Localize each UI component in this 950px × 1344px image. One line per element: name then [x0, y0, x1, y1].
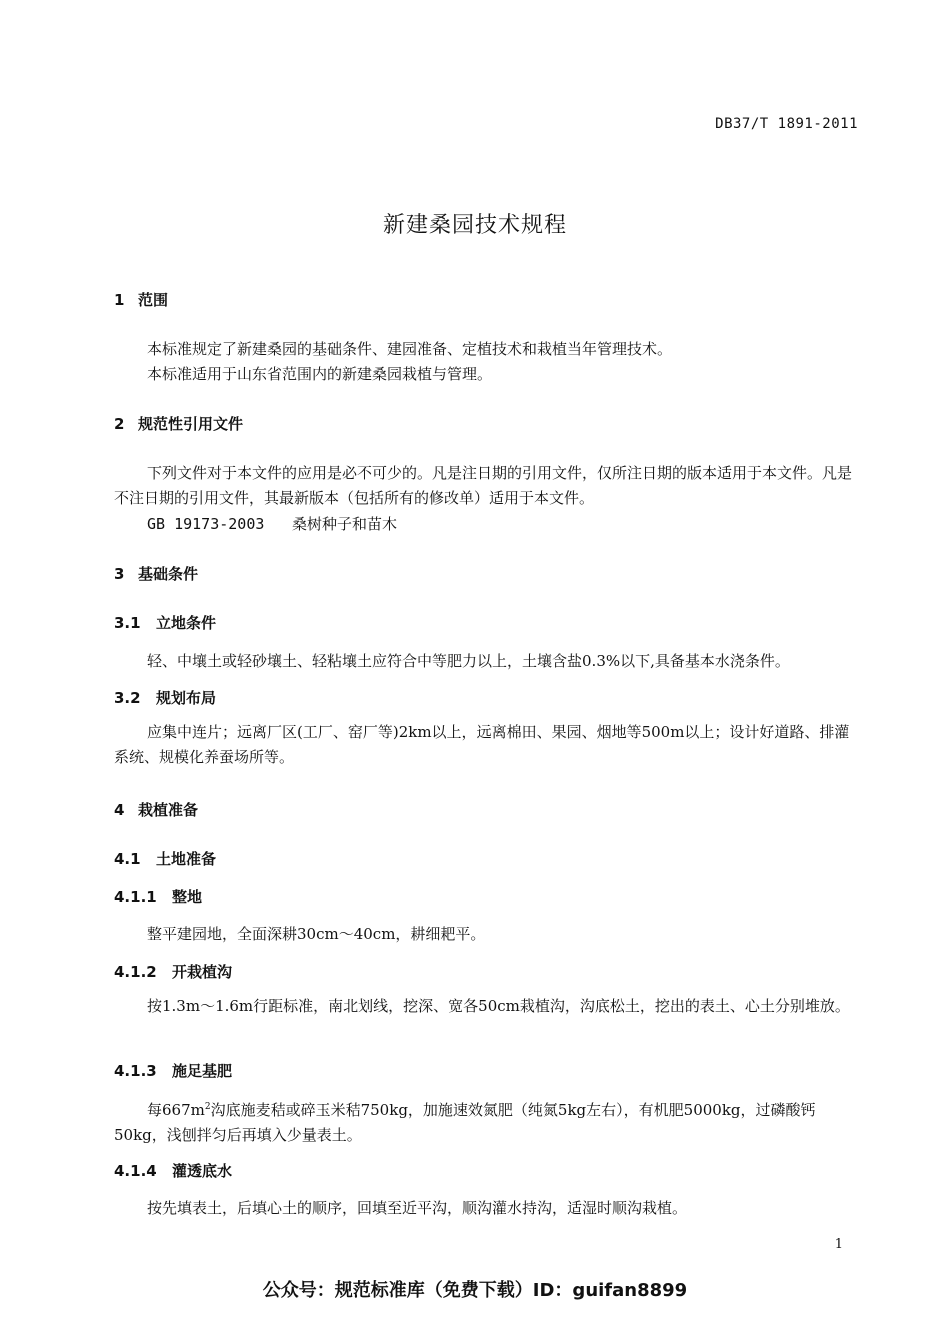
paragraph-text: 沟底施麦秸或碎玉米秸750kg，加施速效氮肥（纯氮5kg左右），有机肥5000kg，过磷酸钙50kg，浅刨拌匀后再填入少量表土。: [114, 1101, 816, 1144]
section-title: 基础条件: [138, 565, 199, 583]
section-3-1-heading: [114, 612, 216, 633]
section-4-1-2-paragraph: 按1.3m～1.6m行距标准，南北划线，挖深、宽各50cm栽植沟，沟底松土，挖出的表土、心土分别堆放。: [147, 997, 850, 1015]
section-number: 4.1.3: [114, 1062, 157, 1080]
superscript-exponent: 2: [204, 1102, 211, 1112]
section-title: 施足基肥: [172, 1062, 233, 1080]
section-number: 4.1.1: [114, 888, 157, 906]
section-3-2-heading: [114, 687, 216, 708]
section-1-paragraph-1: 本标准规定了新建桑园的基础条件、建园准备、定植技术和栽植当年管理技术。: [147, 340, 673, 358]
section-2-heading: [114, 413, 243, 434]
section-4-1-4-paragraph: 按先填表土，后填心土的顺序，回填至近平沟，顺沟灌水持沟，适湿时顺沟栽植。: [147, 1199, 688, 1217]
section-1-heading: [114, 289, 168, 310]
section-4-1-2-heading: [114, 961, 232, 982]
paragraph-text: 每667m: [147, 1101, 205, 1119]
section-4-heading: [114, 799, 198, 820]
section-title: 规划布局: [156, 689, 217, 707]
reference-code: GB 19173-2003: [147, 515, 265, 533]
section-title: 立地条件: [156, 614, 217, 632]
section-title: 规范性引用文件: [138, 415, 244, 433]
section-number: 4: [114, 801, 125, 819]
section-number: 3: [114, 565, 125, 583]
page-number: 1: [834, 1237, 843, 1252]
footer-watermark: 公众号：规范标准库（免费下载）ID：guifan8899: [262, 1280, 688, 1301]
section-number: 4.1: [114, 850, 141, 868]
section-4-1-heading: [114, 848, 216, 869]
section-title: 整地: [172, 888, 203, 906]
section-title: 土地准备: [156, 850, 217, 868]
section-title: 范围: [138, 291, 169, 309]
section-title: 栽植准备: [138, 801, 199, 819]
page-title: 新建桑园技术规程: [382, 213, 567, 238]
section-4-1-1-paragraph: 整平建园地，全面深耕30cm～40cm，耕细耙平。: [147, 925, 486, 943]
section-1-paragraph-2: 本标准适用于山东省范围内的新建桑园栽植与管理。: [147, 365, 493, 383]
section-3-1-paragraph: 轻、中壤土或轻砂壤土、轻粘壤土应符合中等肥力以上，土壤含盐0.3%以下,具备基本水浇条件。: [147, 652, 790, 670]
section-2-paragraph: 下列文件对于本文件的应用是必不可少的。凡是注日期的引用文件，仅所注日期的版本适用于本文件。凡是不注日期的引用文件，其最新版本（包括所有的修改单）适用于本文件。: [114, 464, 853, 507]
section-number: 4.1.2: [114, 963, 157, 981]
reference-title: 桑树种子和苗木: [292, 515, 398, 533]
section-3-heading: [114, 563, 198, 584]
section-number: 2: [114, 415, 125, 433]
section-number: 3.1: [114, 614, 141, 632]
section-title: 开栽植沟: [172, 963, 233, 981]
section-title: 灌透底水: [172, 1162, 233, 1180]
section-number: 4.1.4: [114, 1162, 157, 1180]
document-code: DB37/T 1891-2011: [715, 116, 858, 132]
section-4-1-4-heading: [114, 1160, 232, 1181]
section-number: 3.2: [114, 689, 141, 707]
normative-reference: [147, 513, 397, 534]
section-4-1-3-paragraph: [114, 1095, 859, 1148]
section-4-1-1-heading: [114, 886, 202, 907]
section-3-2-paragraph: 应集中连片；远离厂区(工厂、窑厂等)2km以上，远离棉田、果园、烟地等500m以上；设计好道路、排灌系统、规模化养蚕场所等。: [114, 723, 850, 766]
section-number: 1: [114, 291, 125, 309]
section-4-1-3-heading: [114, 1060, 232, 1081]
